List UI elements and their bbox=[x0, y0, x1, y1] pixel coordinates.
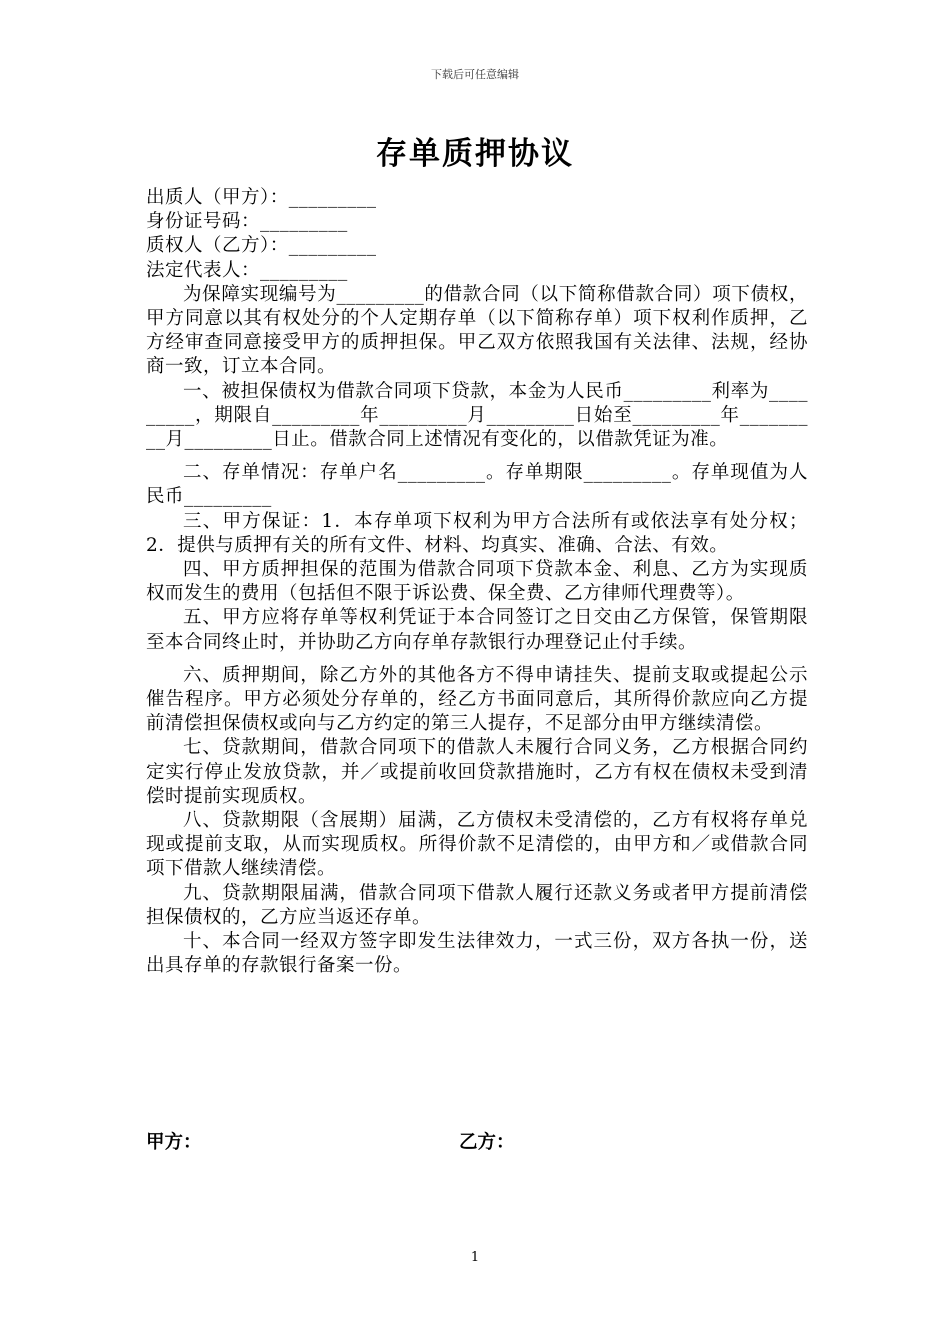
clause-10: 十、本合同一经双方签字即发生法律效力，一式三份，双方各执一份，送出具存单的存款银行备案一份。 bbox=[146, 931, 808, 977]
clause-6: 六、质押期间，除乙方外的其他各方不得申请挂失、提前支取或提起公示催告程序。甲方必须处分存单的，经乙方书面同意后，其所得价款应向乙方提前清偿担保债权或向与乙方约定的第三人提存，不足部分由甲方继续清偿。 bbox=[146, 664, 808, 735]
id-number-line: 身份证号码：_________ bbox=[146, 211, 348, 233]
clause-4: 四、甲方质押担保的范围为借款合同项下贷款本金、利息、乙方为实现质权而发生的费用（包括但不限于诉讼费、保全费、乙方律师代理费等）。 bbox=[146, 559, 808, 605]
clause-5: 五、甲方应将存单等权利凭证于本合同签订之日交由乙方保管，保管期限至本合同终止时，并协助乙方向存单存款银行办理登记止付手续。 bbox=[146, 607, 808, 653]
clause-7: 七、贷款期间，借款合同项下的借款人未履行合同义务，乙方根据合同约定实行停止发放贷款，并／或提前收回贷款措施时，乙方有权在债权未受到清偿时提前实现质权。 bbox=[146, 737, 808, 807]
party-a-signature: 甲方： bbox=[146, 1132, 202, 1153]
clause-3: 三、甲方保证：1．本存单项下权利为甲方合法所有或依法享有处分权；2．提供与质押有关的所有文件、材料、均真实、准确、合法、有效。 bbox=[146, 510, 808, 556]
pledgor-line: 出质人（甲方）：_________ bbox=[146, 187, 377, 208]
clause-1: 一、被担保债权为借款合同项下贷款，本金为人民币_________利率为_________，期限自_________年_________月_________日始至_________年_________月_________日止。借款合同上述情况有变化的，以借款凭证为准。 bbox=[146, 380, 808, 451]
clause-2: 二、存单情况：存单户名_________。存单期限_________。存单现值为人民币_________ bbox=[146, 462, 808, 508]
pledgee-line: 质权人（乙方）：_________ bbox=[146, 235, 377, 257]
party-b-signature: 乙方： bbox=[459, 1132, 515, 1153]
clause-9: 九、贷款期限届满，借款合同项下借款人履行还款义务或者甲方提前清偿担保债权的，乙方应当返还存单。 bbox=[146, 882, 808, 928]
document-title: 存单质押协议 bbox=[376, 136, 574, 172]
clause-8: 八、贷款期限（含展期）届满，乙方债权未受清偿的，乙方有权将存单兑现或提前支取，从而实现质权。所得价款不足清偿的，由甲方和／或借款合同项下借款人继续清偿。 bbox=[146, 810, 808, 880]
preamble-paragraph: 为保障实现编号为_________的借款合同（以下简称借款合同）项下债权，甲方同意以其有权处分的个人定期存单（以下简称存单）项下权利作质押，乙方经审查同意接受甲方的质押担保。甲乙双方依照我国有关法律、法规，经协商一致，订立本合同。 bbox=[146, 283, 808, 378]
document-body bbox=[146, 186, 808, 979]
header-note: 下载后可任意编辑 bbox=[431, 68, 519, 81]
page-number: 1 bbox=[470, 1250, 480, 1265]
legal-representative-line: 法定代表人：_________ bbox=[146, 259, 348, 281]
